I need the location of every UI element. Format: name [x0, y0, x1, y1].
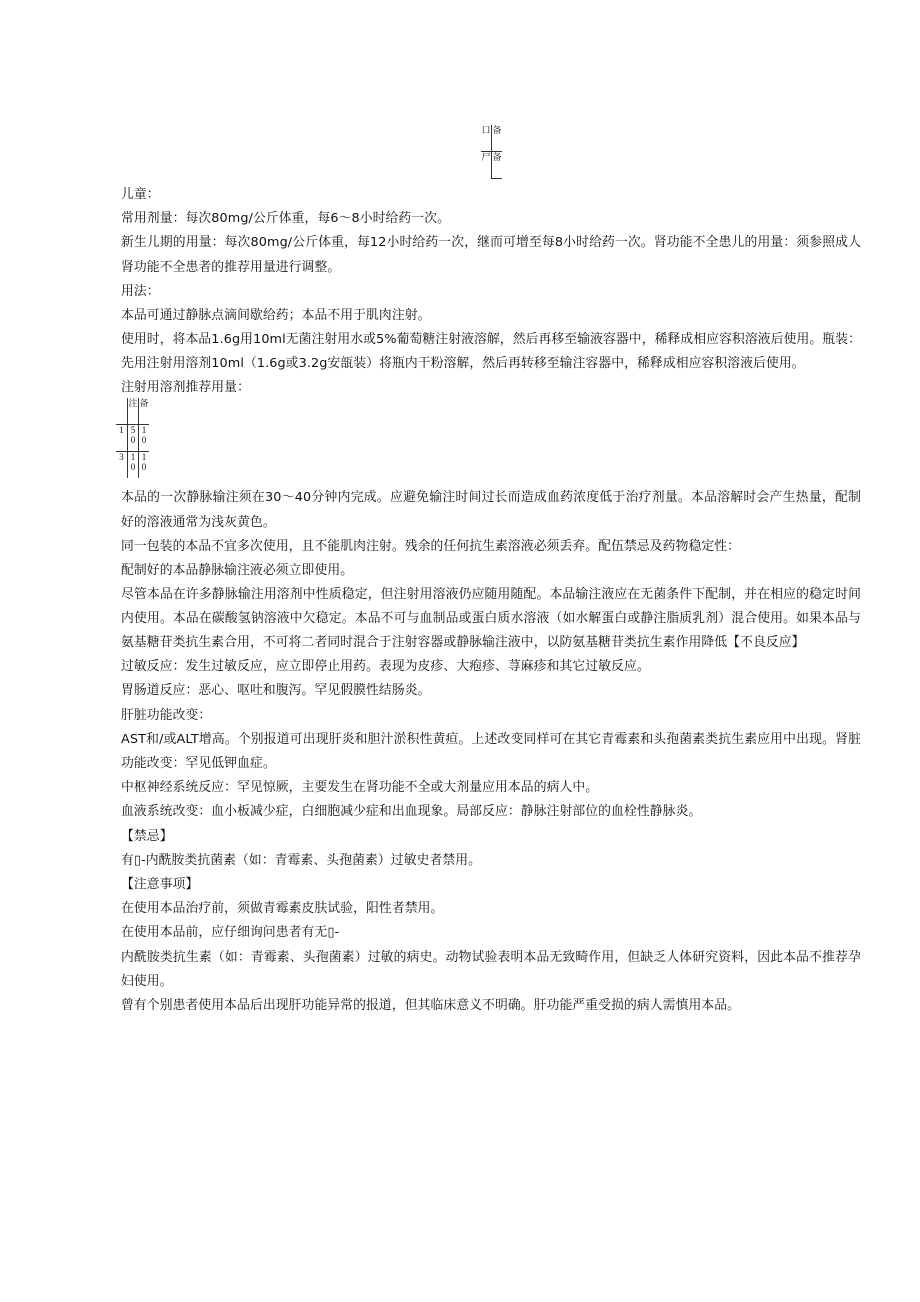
usage-route: 本品可通过静脉点滴间歇给药；本品不用于肌肉注射。 [121, 308, 431, 324]
table-row [481, 152, 502, 179]
table-cell: 1 [116, 425, 128, 452]
table-cell: 3 [116, 452, 128, 479]
allergy-reaction: 过敏反应：发生过敏反应，应立即停止用药。表现为皮疹、大疱疹、荨麻疹和其它过敏反应。 [121, 659, 650, 675]
contraindication-text: 有▯-内酰胺类抗菌素（如：青霉素、头孢菌素）过敏史者禁用。 [121, 852, 482, 868]
caution-item-2b: 内酰胺类抗生素（如：青霉素、头孢菌素）过敏的病史。动物试验表明本品无致畸作用，但缺乏人体研究资料，因此本品不推荐孕妇使用。 [121, 949, 861, 989]
usage-instruction: 使用时，将本品1.6g用10ml无菌注射用水或5%葡萄糖注射液溶解，然后再移至输液容器中，稀释成相应容积溶液后使用。瓶装：先用注射用溶剂10ml（1.6g或3.2g安瓿装）将瓶内干粉溶解，然后再转移至输注容器中，稀释成相应容积溶液后使用。 [121, 332, 861, 372]
single-use-note: 同一包装的本品不宜多次使用，且不能肌肉注射。残余的任何抗生素溶液必须丢弃。配伍禁忌及药物稳定性： [121, 538, 741, 554]
table-cell: 1 0 [128, 452, 139, 479]
table-row [116, 425, 149, 452]
cns-reaction: 中枢神经系统反应：罕见惊厥，主要发生在肾功能不全或大剂量应用本品的病人中。 [121, 780, 599, 796]
document-body [121, 183, 861, 1018]
table-header-row [116, 398, 149, 425]
table-cell: 1 0 [139, 425, 150, 452]
table-cell: 尸 [481, 152, 492, 179]
caution-item-3: 曾有个别患者使用本品后出现肝功能异常的报道，但其临床意义不明确。肝功能严重受损的病人需慎用本品。 [121, 997, 741, 1013]
caution-item-1: 在使用本品治疗前，须做青霉素皮肤试验，阳性者禁用。 [121, 901, 444, 917]
table-cell [116, 398, 128, 425]
usage-heading: 用法： [121, 283, 160, 299]
infusion-time: 本品的一次静脉输注须在30～40分钟内完成。应避免输注时间过长而造成血药浓度低于治疗剂量。本品溶解时会产生热量，配制好的溶液通常为浅灰黄色。 [121, 490, 861, 530]
stability-paragraph: 尽管本品在许多静脉输注用溶剂中性质稳定，但注射用溶液仍应随用随配。本品输注液应在无菌条件下配制，并在相应的稳定时间内使用。本品在碳酸氢钠溶液中欠稳定。本品不可与血制品或蛋白质水溶液（如水解蛋白或静注脂质乳剂）混合使用。如果本品与氨基糖苷类抗生素合用，不可将二者同时混合于注射容器或静脉输注液中，以防氨基糖苷类抗生素作用降低【不良反应】 [121, 587, 861, 651]
table-row [116, 452, 149, 479]
table-cell: 注 [128, 398, 139, 425]
children-dose: 常用剂量：每次80mg/公斤体重，每6～8小时给药一次。 [121, 211, 451, 227]
table-cell: 5 0 [128, 425, 139, 452]
table-cell: 1 0 [139, 452, 150, 479]
solvent-dosage-table [116, 398, 149, 478]
table-cell: 备 [492, 152, 503, 179]
blood-reaction: 血液系统改变：血小板减少症，白细胞减少症和出血现象。局部反应：静脉注射部位的血栓性静脉炎。 [121, 804, 702, 820]
children-heading: 儿童： [121, 187, 160, 202]
liver-heading: 肝脏功能改变： [121, 707, 212, 723]
table-cell: 备 [492, 125, 503, 152]
caution-item-2a: 在使用本品前，应仔细询问患者有无▯- [121, 925, 340, 941]
solvent-heading: 注射用溶剂推荐用量： [121, 380, 250, 396]
use-immediately-note: 配制好的本品静脉输注液必须立即使用。 [121, 563, 354, 579]
contraindication-heading: 【禁忌】 [121, 828, 173, 844]
table-cell: 备 [139, 398, 150, 425]
newborn-dose: 新生儿期的用量：每次80mg/公斤体重，每12小时给药一次，继而可增至每8小时给药一次。肾功能不全患儿的用量：须参照成人肾功能不全患者的推荐用量进行调整。 [121, 235, 861, 275]
gi-reaction: 胃肠道反应：恶心、呕吐和腹泻。罕见假膜性结肠炎。 [121, 683, 431, 699]
liver-detail: AST和/或ALT增高。个别报道可出现肝炎和胆汁淤积性黄疸。上述改变同样可在其它青霉素和头孢菌素类抗生素应用中出现。肾脏功能改变：罕见低钾血症。 [121, 731, 861, 772]
caution-heading: 【注意事项】 [121, 877, 199, 893]
top-fragment-table [481, 125, 502, 179]
table-row [481, 125, 502, 152]
table-cell: 口 [481, 125, 491, 135]
